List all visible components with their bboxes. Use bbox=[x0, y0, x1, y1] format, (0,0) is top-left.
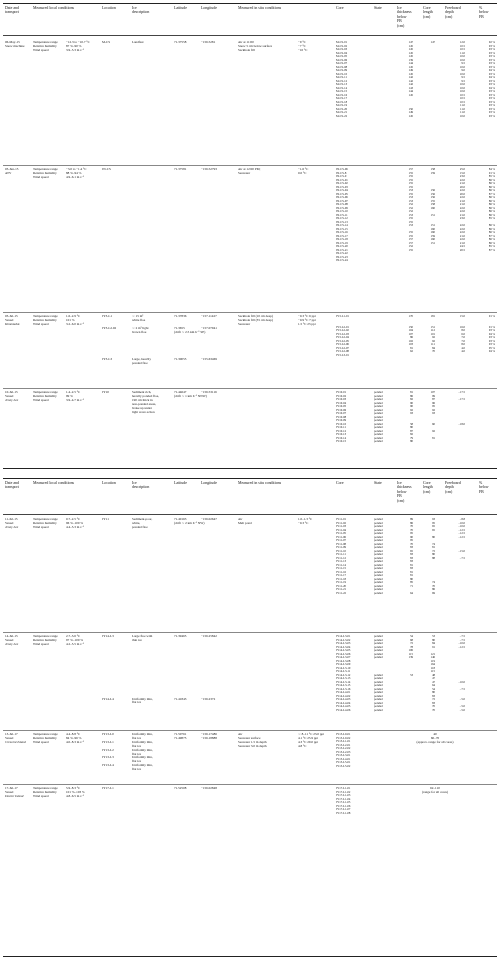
condition-values: 2.7–3.6 °C 97 %–100 % 4.2–5.5 m s⁻¹ bbox=[66, 634, 85, 646]
percent-below-fb: 92 % 93 % 93 % 93 % 93 % 93 % 93 % 93 % 94 % 93 % 94 % 93 % 93 % 94 % 93 % 93 % 93 % 93 % 93 % 93 % 93 % 93 % bbox=[488, 40, 495, 118]
location: JN-CS bbox=[102, 167, 111, 171]
core-length: 147 bbox=[430, 40, 435, 44]
row-separator bbox=[3, 632, 497, 633]
date-transport: 13-Jul-17 Vessel bbox=[5, 732, 18, 740]
core-length: 158 159 156 156 156 155 158 160 151 151 160 160 159 160 151 bbox=[430, 167, 435, 245]
ice-thickness: 89 86 70 70 95 90 95 70 83 65 83 83 83 81 83 81 81 80 85 71 64 bbox=[410, 517, 413, 595]
column-header-date: Date and transport bbox=[5, 481, 19, 490]
table-row-group bbox=[3, 165, 497, 312]
column-header-location: Location bbox=[102, 481, 116, 485]
latitude: 71.52508 bbox=[174, 786, 187, 790]
ice-thickness: 170 150 104 107 86 102 103 81 62 bbox=[408, 314, 413, 353]
longitude: −156.02848 bbox=[201, 786, 217, 790]
in-situ-labels: Air at 11:00 Snow 5 cm below surface Sackhole fill bbox=[238, 40, 273, 52]
column-header-ice: Ice description bbox=[132, 6, 150, 15]
freeboard-depth: −8.8 −10.0 −10.0 −12.5 −12.5 −12.5 −15.0 −7.5 bbox=[458, 517, 465, 560]
column-header-thick: Ice thickness below FB (cm) bbox=[397, 481, 412, 503]
core-length: 53 80 84 91 121 146 119 164 118 115 48 47 47 64 54 80 83 72 83 70 70 bbox=[430, 634, 435, 712]
column-header-thick: Ice thickness below FB (cm) bbox=[397, 6, 412, 28]
condition-labels: Temperature range Relative humidity Wind speed bbox=[33, 732, 58, 744]
core-length: 107 99 87 96 95 92 93 60 92 81 bbox=[430, 390, 435, 440]
column-header-state: State bbox=[374, 6, 382, 10]
row-separator bbox=[3, 388, 497, 389]
latitude: 71.37836 71.3655 (drift ∼ 2.5 km h⁻¹ SE) 71.30055 bbox=[174, 314, 206, 361]
table-header bbox=[3, 479, 497, 515]
column-header-lon: Longitude bbox=[201, 6, 217, 10]
column-header-pct: % below FB bbox=[479, 6, 489, 19]
core-length: 93 95 65 65 80 74 81 72 80 88 74 70 86 69 bbox=[432, 517, 435, 595]
column-header-lon: Longitude bbox=[201, 481, 217, 485]
vessel-name: Jenny Lee bbox=[5, 642, 19, 646]
freeboard-depth: −17.5 −17.5 −18.0 bbox=[458, 390, 465, 426]
column-header-ice: Ice description bbox=[132, 481, 150, 490]
column-header-corelen: Core length (cm) bbox=[423, 6, 433, 19]
column-header-freeboard: Freeboard depth (cm) bbox=[445, 6, 461, 19]
latitude: 71.37581 bbox=[174, 167, 187, 171]
latitude: 71.39465 71.41843 bbox=[174, 634, 187, 701]
range-note: 40 60–70 (approx. range for all cores) bbox=[416, 732, 454, 744]
in-situ-labels: Air Melt pond bbox=[238, 517, 252, 525]
longitude: −157.11427 −157.07941 −155.63469 bbox=[201, 314, 217, 361]
state: ponded ponded ponded ponded ponded ponded ponded ponded ponded ponded ponded ponded ponded ponded ponded bbox=[374, 390, 383, 443]
ice-description: Uniformly thin, flat ice Uniformly thin, flat ice Uniformly thin, flat ice Uniformly thin, flat ice Uniformly thin, flat ice bbox=[132, 732, 153, 772]
vessel-name: Crescent Island bbox=[5, 740, 26, 744]
location: JY17-L1 bbox=[102, 786, 114, 790]
column-header-insitu: Measured in situ conditions bbox=[238, 481, 282, 485]
condition-labels: Temperature range Relative humidity Wind speed bbox=[33, 390, 58, 402]
condition-values: 1.6–2.9 °C 101 % 3.2–6.0 m s⁻¹ bbox=[66, 314, 85, 326]
core-ids: JY10-01 JY10-02 JY10-03 JY10-04 JY10-05 JY10-06 JY10-07 JY10-08 JY10-09 JY10-10 JY10-11 JY10-12 JY10-13 JY10-14 JY10-15 bbox=[336, 390, 347, 443]
column-header-insitu: Measured in situ conditions bbox=[238, 6, 282, 10]
ice-thickness: 157 155 155 155 155 155 153 155 153 153 152 152 152 153 155 155 153 155 155 157 157 152 155 bbox=[408, 167, 413, 252]
row-separator bbox=[3, 784, 497, 785]
core-ids: JY3-L1-01 JY3-L2-01 JY3-L2-02 JY3-L2-03 JY3-L2-04 JY3-L2-05 JY3-L2-06 JY3-L2-07 JY3-L2-08 JY3-L3-01 bbox=[336, 314, 349, 357]
date-transport: 14-Jul-15 Vessel bbox=[5, 634, 18, 642]
condition-values: 1.4–2.5 °C 99 % 3.9–4.7 m s⁻¹ bbox=[66, 390, 85, 402]
table-part-2 bbox=[3, 478, 497, 957]
table-row-group bbox=[3, 388, 497, 468]
ice-description: Landfast bbox=[132, 40, 144, 44]
location: JY14-L3 JY14-L4 bbox=[102, 634, 114, 701]
core-ids: JY14-L3-01 JY14-L3-02 JY14-L3-03 JY14-L3-04 JY14-L3-05 JY14-L3-06 JY14-L3-07 JY14-L3-08 JY14-L3-09 JY14-L3-10 JY14-L3-11 JY14-L3-12 JY14-L3-13 JY14-L3-14 JY14-L3-15 JY14-L3-16 JY14-L4-01 JY14-L4-02 JY14-L4-03 JY14-L4-04 JY14-L4-05 JY14-L4-06 bbox=[336, 634, 351, 712]
row-separator bbox=[3, 730, 497, 731]
date-transport: 10-Jul-15 Vessel bbox=[5, 390, 18, 398]
latitude: 71.50761 71.49875 bbox=[174, 732, 187, 740]
location: JY11 bbox=[102, 517, 109, 521]
vessel-name: Jenny Lee bbox=[5, 525, 19, 529]
range-note: 62–110 (range for all cores) bbox=[421, 786, 449, 794]
column-header-corelen: Core length (cm) bbox=[423, 481, 433, 494]
ice-description: ∼ 15 m² white floe ∼ 2 m² light brown floe Large, heavily ponded floe bbox=[132, 314, 151, 365]
core-ids: JY13-L0-01 JY13-L0-02 JY13-L1-01 JY13-L2-01 JY13-L2-02 JY13-L2-03 JY13-L3-01 JY13-L4-01 JY13-L5-01 JY13-L5-02 bbox=[336, 732, 351, 768]
row-separator bbox=[3, 312, 497, 313]
condition-labels: Temperature range Relative humidity Wind speed bbox=[33, 167, 58, 179]
row-separator bbox=[3, 165, 497, 166]
date-transport: 11-Jul-15 Vessel bbox=[5, 517, 18, 525]
longitude: −156.17486 −156.18888 bbox=[201, 732, 217, 740]
in-situ-values: ∼ 8–11 °C 23.0 ppt 4.1 °C 25.9 ppt 4.3 °C 29.0 ppt 4.8 °C bbox=[298, 732, 325, 748]
longitude: −156.02647 bbox=[201, 517, 217, 521]
vessel-name: Kimmialuk bbox=[5, 322, 20, 326]
in-situ-values: −9 °C −7 °C −10 °C bbox=[298, 40, 308, 52]
core-ids: JY17-L1-01 JY17-L1-02 JY17-L1-03 JY17-L1-04 JY17-L1-05 JY17-L1-06 JY17-L1-07 JY17-L1-08 bbox=[336, 786, 351, 815]
condition-values: −3.0 to −1.4 °C 88 %–94 % 4.9–6.1 m s⁻¹ bbox=[66, 167, 87, 179]
freeboard-depth: 12.0 10.5 10.5 11.0 10.0 10.0 9.5 10.0 9.0 10.0 9.5 9.5 10.0 10.0 10.0 10.5 10.5 10.5 11.0 11.0 11.0 10.0 bbox=[459, 40, 465, 118]
latitude: 71.44647 (drift ∼ 1 km h⁻¹ NNW) bbox=[174, 390, 207, 398]
state: ponded ponded ponded ponded ponded ponded ponded ponded ponded ponded ponded ponded ponded ponded ponded ponded ponded ponded ponded ponded ponded ponded bbox=[374, 517, 383, 595]
in-situ-values: −1.6 °C 0.0 °C bbox=[298, 167, 309, 175]
condition-values: 4.4–8.8 °C 84 %–96 % 4.0–8.3 m s⁻¹ bbox=[66, 732, 85, 744]
table-row-group bbox=[3, 515, 497, 632]
latitude: 71.37558 bbox=[174, 40, 187, 44]
condition-labels: Temperature range Relative humidity Wind speed bbox=[33, 786, 58, 798]
latitude: 71.40163 (drift ∼ 2 km h⁻¹ NW) bbox=[174, 517, 205, 525]
column-header-freeboard: Freeboard depth (cm) bbox=[445, 481, 461, 494]
ice-thickness: 54 68 72 78 106 115 139 53 bbox=[408, 634, 413, 677]
core-ids: JN-CS-06 JN-CS-8 JN-CS-9 JN-CS-01 JN-CS-02 JN-CS-03 JN-CS-04 JN-CS-05 JN-CS-06 JN-CS-07 JN-CS-08 JN-CS-09 JN-CS-10 JN-CS-11 JN-CS-12 JN-CS-13 JN-CS-14 JN-CS-15 JN-CS-16 JN-CS-17 JN-CS-18 JN-CS-19 JN-CS-20 JN-CS-21 JN-CS-22 JN-CS-23 JN-CS-24 bbox=[336, 167, 348, 262]
percent-below-fb: 84 % 91 % 85 % 86 % 86 % 86 % 86 % 87 % 86 % 86 % 86 % 86 % 86 % 86 % 85 % 86 % 86 % 86 % 87 % 86 % 86 % 85 % 87 % bbox=[488, 167, 495, 252]
table-part-1 bbox=[3, 3, 497, 469]
longitude: −156.5281 bbox=[201, 40, 216, 44]
column-header-location: Location bbox=[102, 6, 116, 10]
table-row-group bbox=[3, 730, 497, 784]
ice-thickness: 147 145 145 145 145 139 144 145 149 145 142 142 142 143 144 145 150 149 145 bbox=[408, 40, 413, 118]
date-transport: 17-Jul-17 Vessel bbox=[5, 786, 18, 794]
in-situ-values: 1.0–1.3 °C −0.3 °C bbox=[298, 517, 313, 525]
table-row-group bbox=[3, 312, 497, 388]
core-ids: M-CS-01 M-CS-02 M-CS-03 M-CS-04 M-CS-05 M-CS-06 M-CS-07 M-CS-08 M-CS-09 M-CS-10 M-CS-11 M-CS-12 M-CS-13 M-CS-14 M-CS-15 M-CS-16 M-CS-17 M-CS-18 M-CS-19 M-CS-20 M-CS-21 M-CS-22 bbox=[336, 40, 348, 118]
longitude: −156.52793 bbox=[201, 167, 217, 171]
location: JY10 bbox=[102, 390, 109, 394]
vessel-name: Doctor Island bbox=[5, 794, 24, 798]
table-row-group bbox=[3, 38, 497, 165]
column-header-date: Date and transport bbox=[5, 6, 19, 15]
column-header-conditions: Measured local conditions bbox=[33, 6, 75, 10]
in-situ-labels: Air at 12:00 PM; Seawater bbox=[238, 167, 261, 175]
column-header-lat: Latitude bbox=[174, 6, 187, 10]
table-row-group bbox=[3, 632, 497, 730]
freeboard-depth: −7.5 −7.5 −10.0 −12.5 −10.0 −7.5 −5.0 −5.0 −5.0 bbox=[458, 634, 465, 712]
percent-below-fb: 91 % 91 % 93 % 94 % 93 % 93 % 93 % 95 % 94 % bbox=[488, 314, 495, 353]
longitude: −156.53116 bbox=[201, 390, 217, 394]
condition-values: 5.9–8.3 °C 101 %–103 % 4.8–6.5 m s⁻¹ bbox=[66, 786, 85, 798]
condition-labels: Temperature range Relative humidity Wind speed bbox=[33, 517, 58, 529]
in-situ-labels: Sackhole fill (10 cm deep) Sackhole fill (35 cm deep) Seawater bbox=[238, 314, 273, 326]
in-situ-labels: Air Seawater surface Seawater 1.5 m depth Seawater 3.0 m depth bbox=[238, 732, 267, 748]
column-header-state: State bbox=[374, 481, 382, 485]
column-header-core: Core bbox=[336, 6, 344, 10]
date-transport: 06-May-15 Snow machine bbox=[5, 40, 25, 48]
column-header-core: Core bbox=[336, 481, 344, 485]
freeboard-depth: 25.0 15.0 23.0 22.0 21.0 20.0 22.0 20.0 22.0 21.0 21.0 22.0 22.0 21.0 23.0 22.0 22.0 22.0 21.0 22.0 21.0 24.5 20.5 bbox=[459, 167, 465, 252]
condition-values: −12.3 to −10.7 °C 87 %–90 % 3.9–5.3 m s⁻¹ bbox=[66, 40, 90, 52]
condition-labels: Temperature range Relative humidity Wind speed bbox=[33, 314, 58, 326]
table-header bbox=[3, 4, 497, 36]
core-ids: JY11-01 JY11-02 JY11-03 JY11-04 JY11-05 JY11-06 JY11-07 JY11-08 JY11-09 JY11-10 JY11-11 JY11-12 JY11-13 JY11-14 JY11-15 JY11-16 JY11-17 JY11-18 JY11-19 JY11-20 JY11-21 JY11-22 bbox=[336, 517, 347, 595]
date-transport: 03-Jun-15 ATV bbox=[5, 167, 19, 175]
table-row-group bbox=[3, 784, 497, 956]
core-length: 181 151 112 101 92 92 111 84 70 bbox=[430, 314, 435, 353]
longitude: −156.25842 −156.2372 bbox=[201, 634, 217, 701]
date-transport: 03-Jul-15 Vessel bbox=[5, 314, 18, 322]
location: JY3-L1 JY3-L2.02 JY3-L3 bbox=[102, 314, 117, 361]
condition-values: 0.7–2.5 °C 96 %–100 % 4.4–5.3 m s⁻¹ bbox=[66, 517, 85, 529]
location: M-CS bbox=[102, 40, 111, 44]
ice-description: Sediment rich, heavily ponded floe, 190 cm thick in non-ponded areas, broke up under light wave action bbox=[132, 390, 160, 414]
condition-labels: Temperature range Relative humidity Wind speed bbox=[33, 634, 58, 646]
ice-description: Large floe with thin ice Uniformly thin, flat ice bbox=[132, 634, 153, 705]
state: ponded ponded ponded ponded ponded ponded ponded ponded ponded ponded ponded ponded ponded ponded ponded ponded ponded ponded bbox=[374, 634, 383, 712]
freeboard-depth: 15.0 16.0 8.0 6.0 7.0 7.0 8.0 4.0 4.0 bbox=[459, 314, 465, 353]
column-header-pct: % below FB bbox=[479, 481, 489, 494]
ice-thickness: 81 86 82 90 90 92 93 58 80 87 82 79 80 bbox=[410, 390, 413, 443]
in-situ-values: −0.3 °C 6 ppt −0.9 °C 7 ppt 1.5 °C 23 ppt bbox=[298, 314, 316, 326]
vessel-name: Jenny Lee bbox=[5, 398, 19, 402]
ice-description: Sediment-poor, white, ponded floe bbox=[132, 517, 153, 529]
column-header-lat: Latitude bbox=[174, 481, 187, 485]
condition-labels: Temperature range Relative humidity Wind speed bbox=[33, 40, 58, 52]
location: JY13-L0 JY13-L1 JY13-L2 JY13-L3 JY13-L4 bbox=[102, 732, 114, 768]
column-header-conditions: Measured local conditions bbox=[33, 481, 75, 485]
